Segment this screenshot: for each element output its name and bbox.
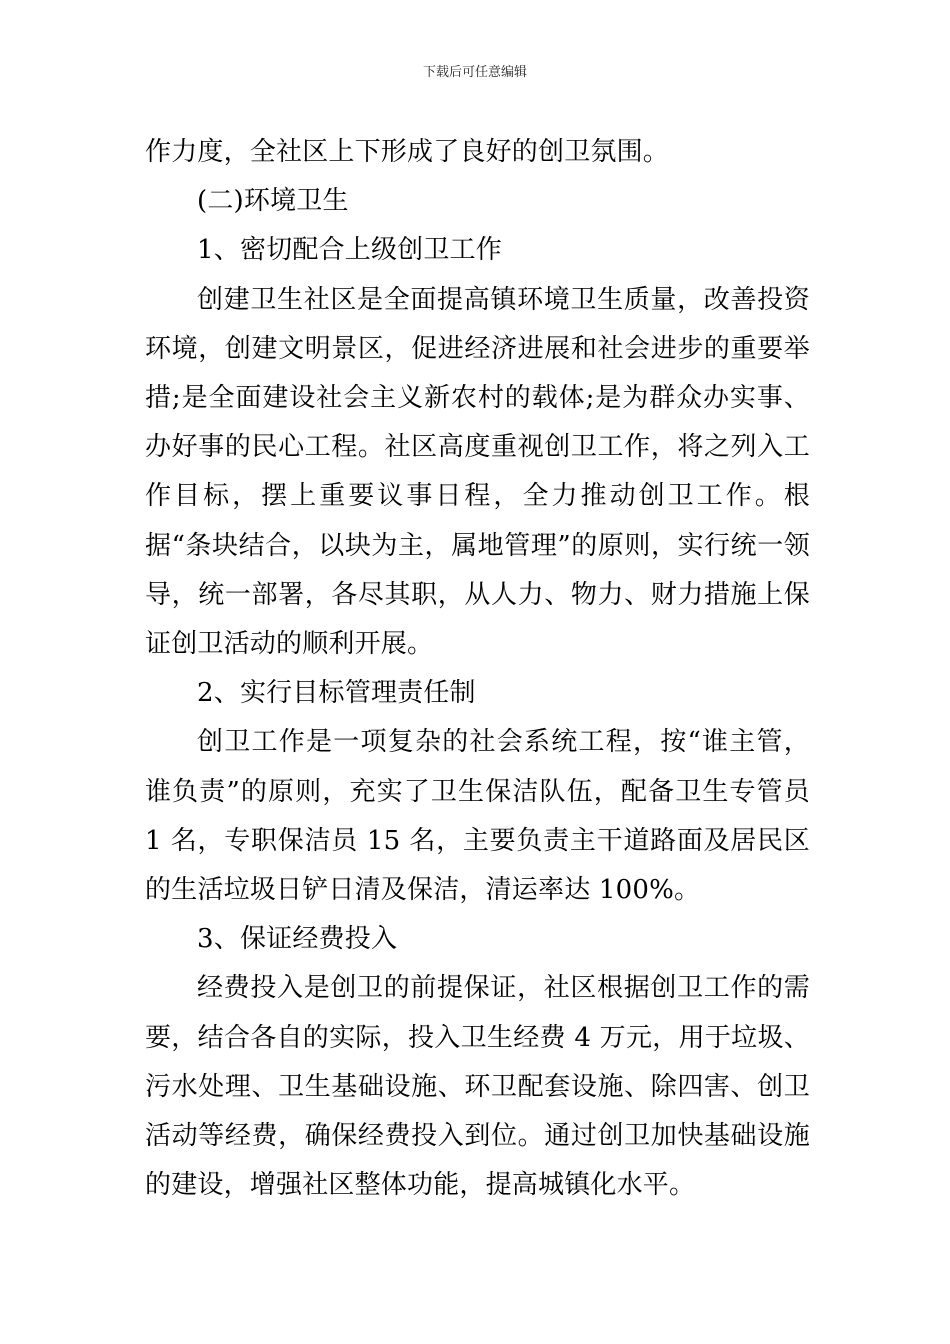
paragraph-1: 创建卫生社区是全面提高镇环境卫生质量，改善投资环境，创建文明景区，促进经济进展和社会进步的重要举措;是全面建设社会主义新农村的载体;是为群众办实事、办好事的民心工程。社区高度重视创卫工作，将之列入工作目标，摆上重要议事日程，全力推动创卫工作。根据“条块结合，以块为主，属地管理”的原则，实行统一领导，统一部署，各尽其职，从人力、物力、财力措施上保证创卫活动的顺利开展。 bbox=[145, 284, 810, 660]
page-header: 下载后可任意编辑 bbox=[422, 65, 527, 80]
paragraph-2: 创卫工作是一项复杂的社会系统工程，按“谁主管，谁负责”的原则，充实了卫生保洁队伍，配备卫生专管员 1 名，专职保洁员 15 名，主要负责主干道路面及居民区的生活垃圾日铲日清及保洁，清运率达 100%。 bbox=[145, 727, 810, 906]
subheading-2: 2、实行目标管理责任制 bbox=[197, 678, 476, 709]
paragraph-3: 经费投入是创卫的前提保证，社区根据创卫工作的需要，结合各自的实际，投入卫生经费 4 万元，用于垃圾、污水处理、卫生基础设施、环卫配套设施、除四害、创卫活动等经费，确保经费投入到位。通过创卫加快基础设施的建设，增强社区整体功能，提高城镇化水平。 bbox=[145, 973, 810, 1201]
subheading-3: 3、保证经费投入 bbox=[197, 924, 398, 955]
subheading-1: 1、密切配合上级创卫工作 bbox=[197, 235, 502, 266]
section-heading-environment: (二)环境卫生 bbox=[197, 186, 349, 217]
paragraph-continuation: 作力度，全社区上下形成了良好的创卫氛围。 bbox=[145, 137, 670, 167]
document-body bbox=[145, 128, 810, 1210]
